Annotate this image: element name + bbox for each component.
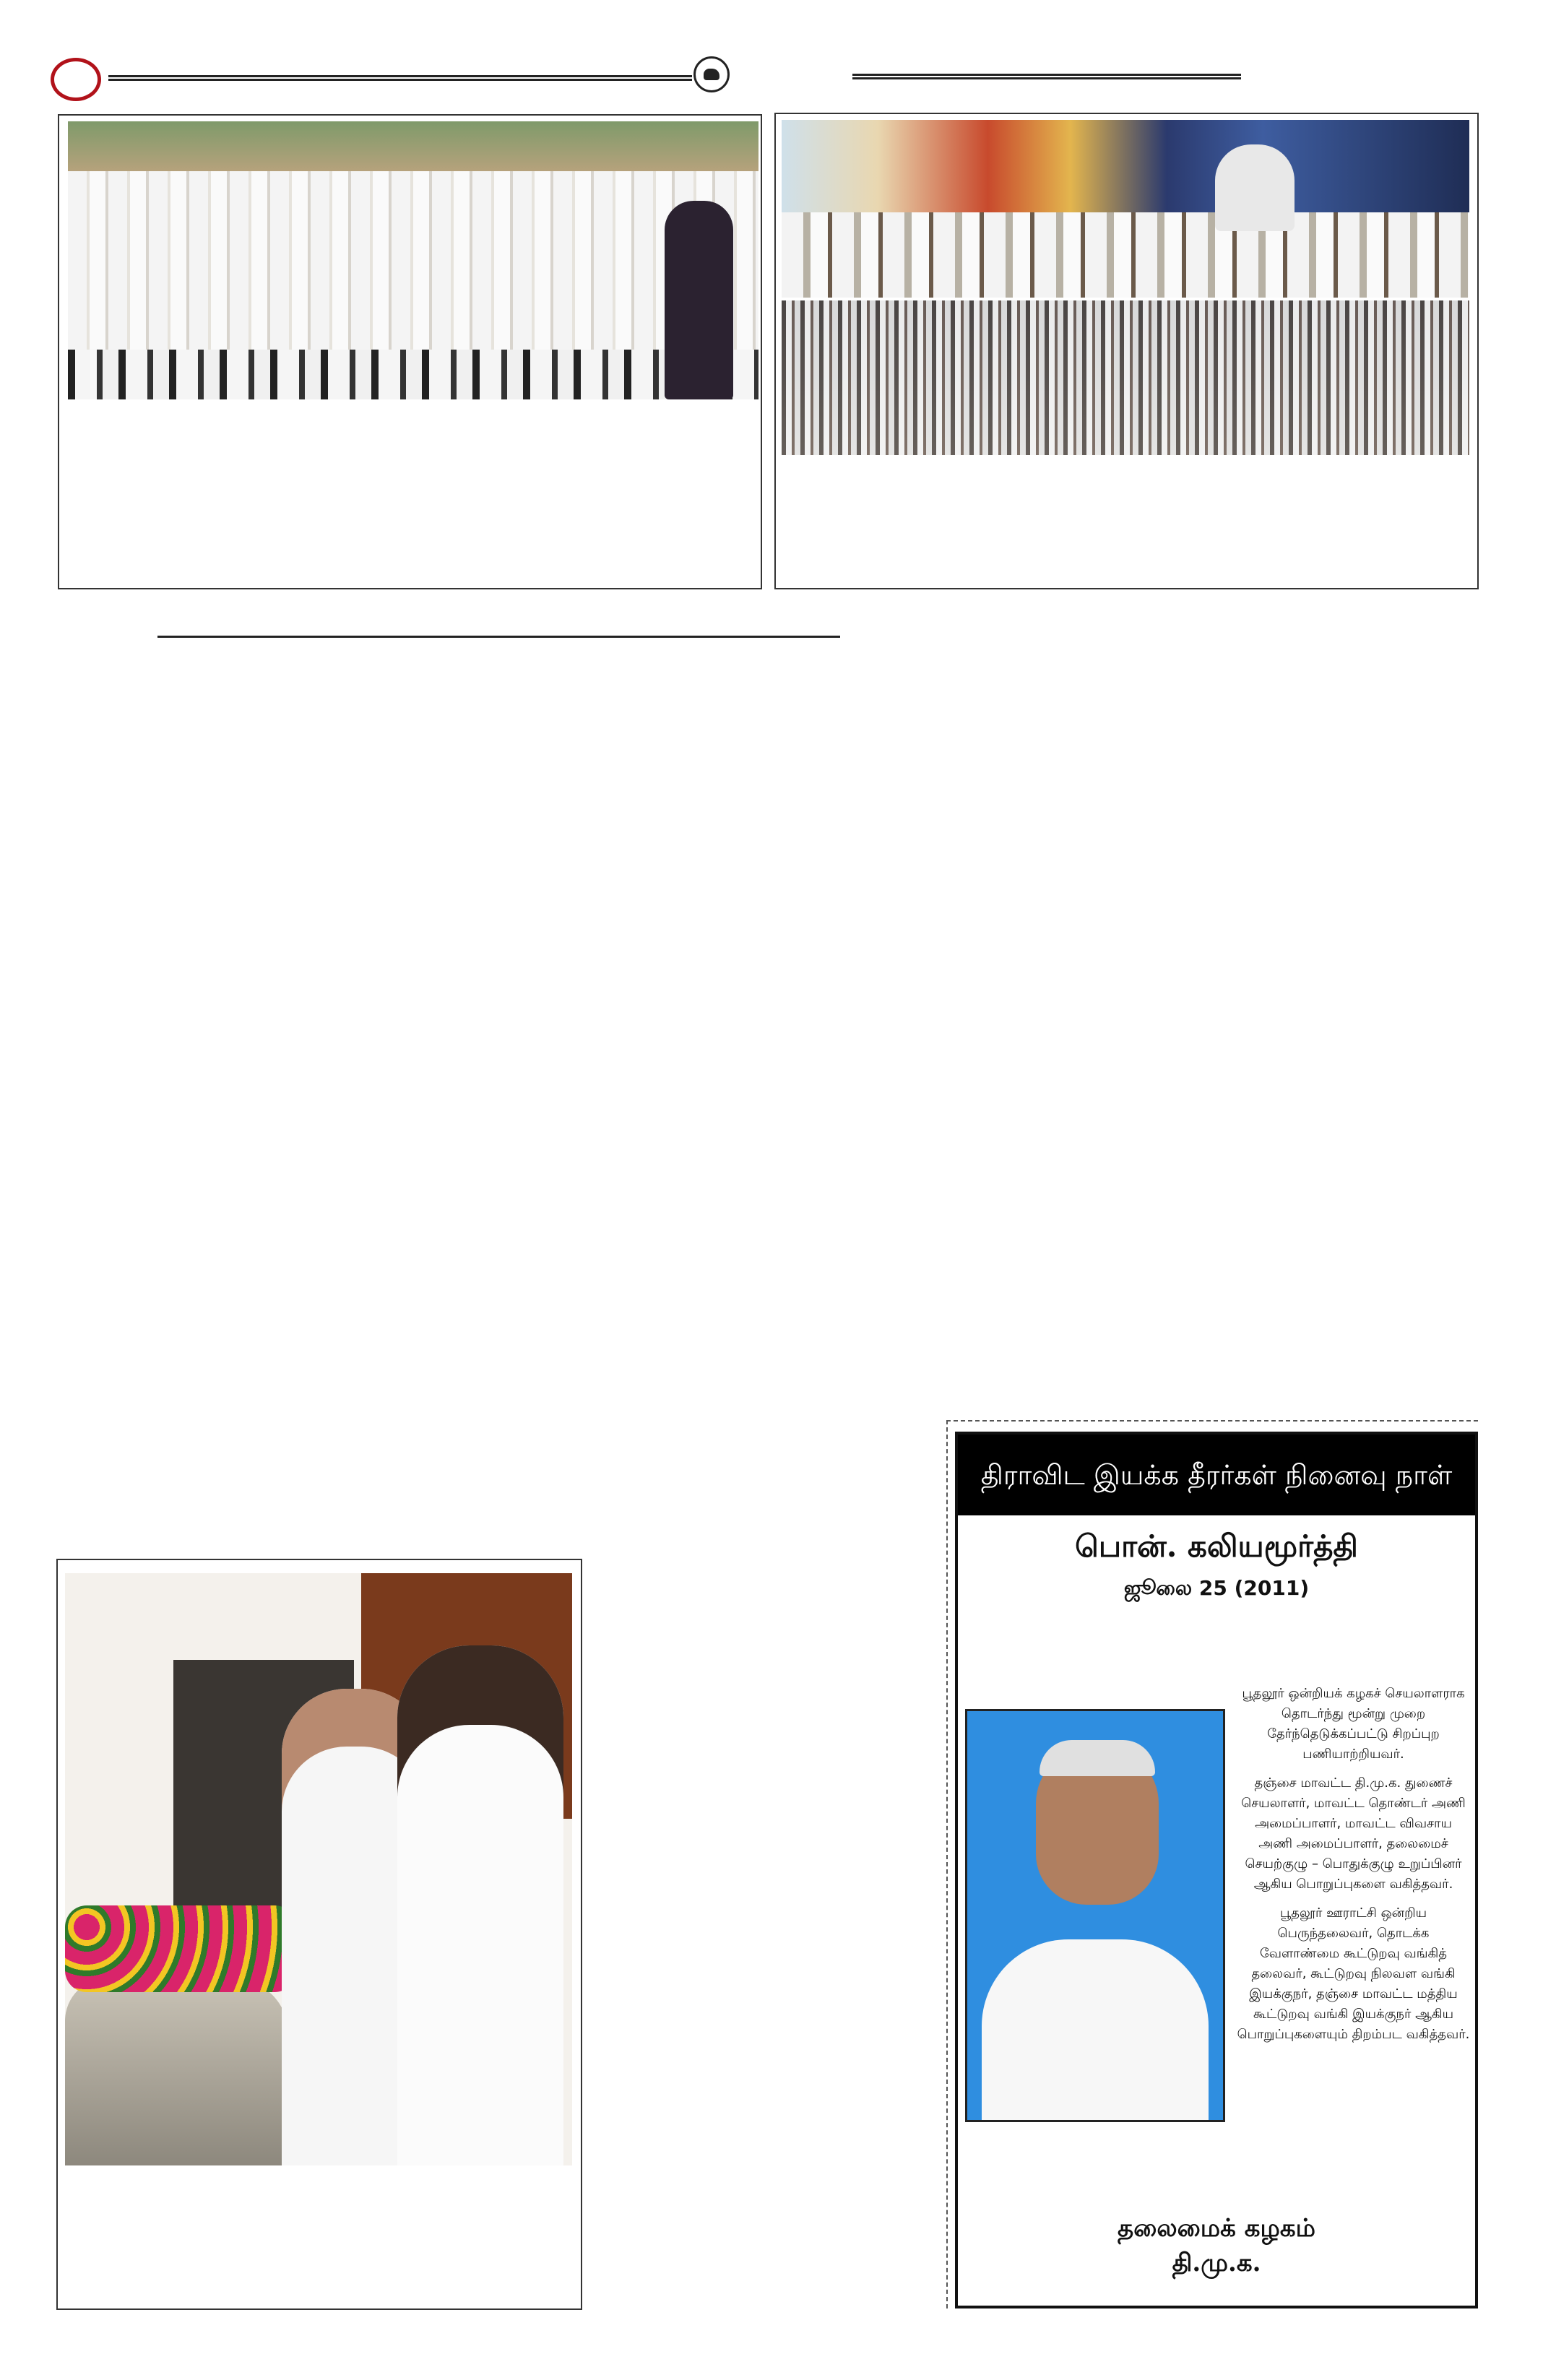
org-line: தலைமைக் கழகம்	[1118, 2214, 1315, 2243]
crowd-photo	[782, 300, 1469, 455]
memorial-portrait	[965, 1709, 1225, 2122]
header-rule-right	[852, 74, 1241, 79]
page-number-badge	[51, 58, 101, 101]
memorial-organization	[958, 2211, 1475, 2280]
memorial-bio	[1236, 1684, 1471, 2054]
masthead-logo-icon	[693, 56, 730, 92]
tribute-photo	[65, 1573, 572, 2165]
bio-paragraph: தஞ்சை மாவட்ட தி.மு.க. துணைச் செயலாளர், மாவட்ட தொண்டர் அணி அமைப்பாளர், மாவட்ட விவசாய அணி அமைப்பாளர், தலைமைச் செயற்குழு – பொதுக்குழு உறுப்பினர் ஆகிய பொறுப்புகளை வகித்தவர்.	[1241, 1775, 1466, 1892]
bio-paragraph: பூதலூர் ஒன்றியக் கழகச் செயலாளராக தொடர்ந்து மூன்று முறை தேர்ந்தெடுக்கப்பட்டு சிறப்புற பணியாற்றியவர்.	[1242, 1686, 1465, 1762]
memorial-heading: திராவிட இயக்க தீரர்கள் நினைவு நாள்	[958, 1435, 1475, 1515]
bio-paragraph: பூதலூர் ஊராட்சி ஒன்றிய பெருந்தலைவர், தொடக்க வேளாண்மை கூட்டுறவு வங்கித் தலைவர், கூட்டுறவு நிலவள வங்கி இயக்குநர், தஞ்சை மாவட்ட மத்திய கூட்டுறவு வங்கி இயக்குநர் ஆகிய பொறுப்புகளையும் திறம்பட வகித்தவர்.	[1237, 1905, 1470, 2042]
memorial-date: ஜூலை 25 (2011)	[1123, 1576, 1310, 1600]
section-divider	[157, 636, 840, 638]
stage-photo	[782, 120, 1469, 298]
header-rule-left	[108, 75, 692, 81]
group-photo	[68, 121, 758, 399]
org-line: தி.மு.க.	[1172, 2249, 1261, 2277]
memorial-notice	[955, 1432, 1478, 2308]
memorial-name: பொன். கலியமூர்த்தி	[1075, 1528, 1358, 1564]
